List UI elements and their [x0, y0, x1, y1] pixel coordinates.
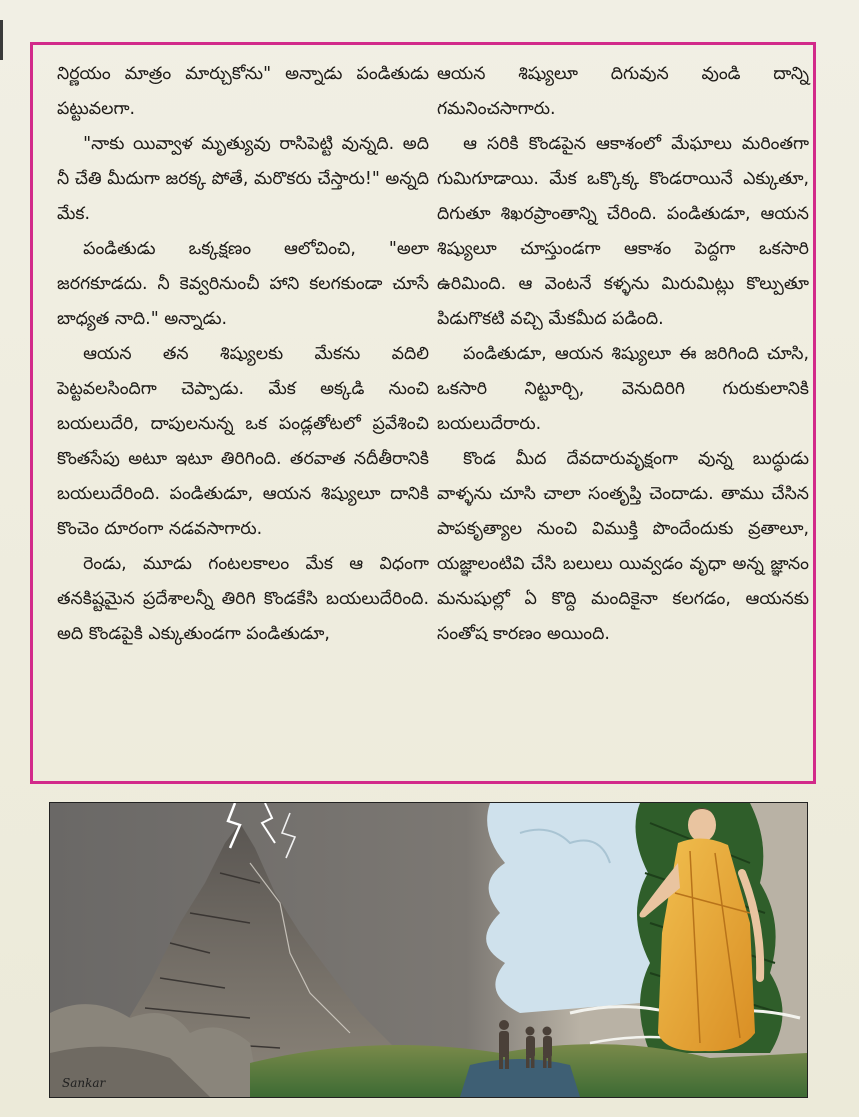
paragraph: పండితుడు ఒక్కక్షణం ఆలోచించి, "అలా జరగకూడదు. నీ కెవ్వరినుంచీ హాని కలగకుండా చూసే బాధ్యత నాది." అన్నాడు. [57, 239, 429, 329]
binding-edge-mark [0, 20, 3, 60]
paragraph: "నాకు యివ్వాళ మృత్యువు రాసిపెట్టి వున్నది. అది నీ చేతి మీదుగా జరక్క పోతే, మరొకరు చేస్తారు!" అన్నది మేక. [57, 134, 429, 224]
right-text-column [437, 57, 809, 652]
artist-signature: Sankar [62, 1076, 106, 1090]
paragraph: రెండు, మూడు గంటలకాలం మేక ఆ విధంగా తనకిష్టమైన ప్రదేశాలన్నీ తిరిగి కొండకేసి బయలుదేరింది. అది కొండపైకి ఎక్కుతుండగా పండితుడూ, [57, 554, 429, 644]
paragraph: కొండ మీద దేవదారువృక్షంగా వున్న బుద్ధుడు వాళ్ళను చూసి చాలా సంతృప్తి చెందాడు. తాము చేసిన పాపకృత్యాల నుంచి విముక్తి పొందేందుకు వ్రతాలూ, యజ్ఞాలంటివి చేసి బలులు యివ్వడం వృధా అన్న జ్ఞానం మనుషుల్లో ఏ కొద్ది మందికైనా కలగడం, ఆయనకు సంతోష కారణం అయింది. [437, 449, 809, 644]
paragraph: ఆయన తన శిష్యులకు మేకను వదిలి పెట్టవలసిందిగా చెప్పాడు. మేక అక్కడి నుంచి బయలుదేరి, దాపులనున్న ఒక పండ్లతోటలో ప్రవేశించి కొంతసేపు అటూ ఇటూ తిరిగింది. తరవాత నదీతీరానికి బయలుదేరింది. పండితుడూ, ఆయన శిష్యులూ దానికి కొంచెం దూరంగా నడవసాగారు. [57, 344, 429, 539]
paragraph: ఆయన శిష్యులూ దిగువున వుండి దాన్ని గమనించసాగారు. [437, 64, 809, 119]
paragraph: ఆ సరికి కొండపైన ఆకాశంలో మేఘాలు మరింతగా గుమిగూడాయి. మేక ఒక్కొక్క కొండరాయినే ఎక్కుతూ, దిగుతూ శిఖరప్రాంతాన్ని చేరింది. పండితుడూ, ఆయన శిష్యులూ చూస్తుండగా ఆకాశం పెద్దగా ఒకసారి ఉరిమింది. ఆ వెంటనే కళ్ళను మిరుమిట్లు కొల్పుతూ పిడుగొకటి వచ్చి మేకమీద పడింది. [437, 134, 809, 329]
text-frame [30, 42, 816, 784]
left-text-column [57, 57, 429, 652]
paragraph: నిర్ణయం మాత్రం మార్చుకోను" అన్నాడు పండితుడు పట్టువలగా. [57, 64, 429, 119]
illustration-drawing [50, 803, 807, 1097]
paragraph: పండితుడూ, ఆయన శిష్యులూ ఈ జరిగింది చూసి, ఒకసారి నిట్టూర్చి, వెనుదిరిగి గురుకులానికి బయలుదేరారు. [437, 344, 809, 434]
story-illustration [49, 802, 808, 1098]
rock-ledge [460, 1059, 580, 1097]
